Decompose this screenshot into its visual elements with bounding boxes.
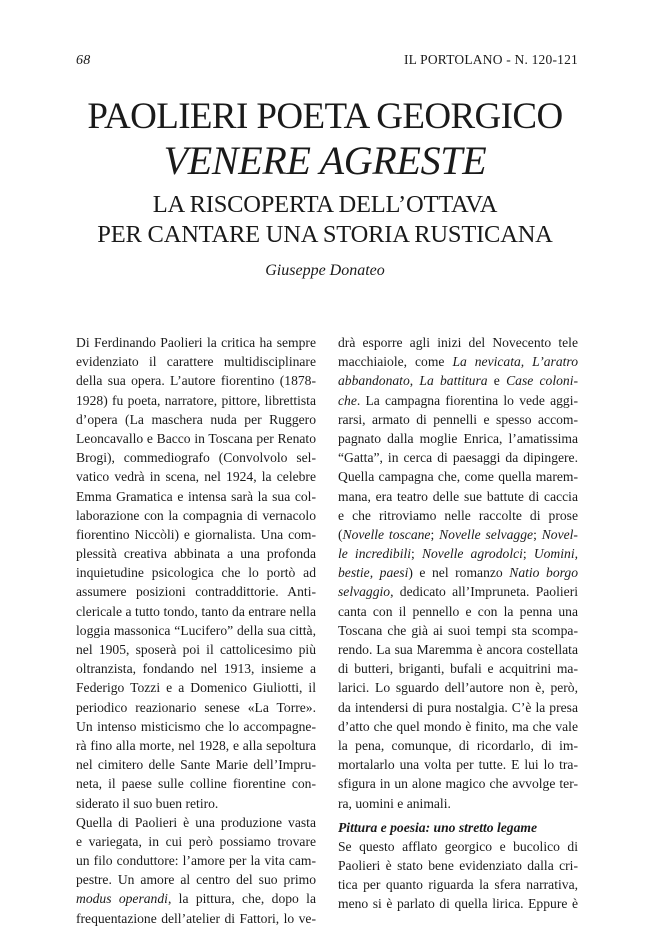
text-line: periodico reazionario senese «La Torre». <box>76 699 316 715</box>
text-line: nel cimitero delle Sante Marie dell’Impru- <box>76 757 316 773</box>
text-line: clericale a tutto tondo, tanto da entrare nella <box>76 603 316 619</box>
text-line: mortalarlo una volta per tutte. E lui lo tra- <box>338 757 578 773</box>
page-number: 68 <box>76 53 91 68</box>
text-line: vatico vedrà in scena, nel 1924, la celebre <box>76 469 316 485</box>
article-title-block <box>40 96 610 280</box>
text-line: pestre. Un amore al centro del suo primo <box>76 872 316 888</box>
text-line: macchiaiole, come La nevicata, L’aratro <box>338 354 578 370</box>
text-line: frequentazione dell’atelier di Fattori, lo ve- <box>76 910 316 926</box>
text-line: le incredibili; Novelle agrodolci; Uomini, <box>338 546 578 562</box>
text-line: che. La campagna fiorentina lo vede aggi- <box>338 392 578 408</box>
running-header <box>76 52 578 69</box>
text-line: oltranzista, fondando nel 1913, insieme a <box>76 661 316 677</box>
text-line: drà esporre agli inizi del Novecento tele <box>338 335 578 350</box>
text-line: selvaggio, dedicato all’Impruneta. Paolieri <box>338 584 578 600</box>
article-kicker: PAOLIERI POETA GEORGICO <box>87 96 563 137</box>
text-line: della sua opera. L’autore fiorentino (1878- <box>76 373 316 389</box>
text-line: Quella di Paolieri è una produzione vasta <box>76 814 316 830</box>
text-line: d’atto che quel mondo è finito, ma che vale <box>338 718 578 734</box>
journal-title: IL PORTOLANO - N. 120-121 <box>403 52 578 67</box>
text-line: e che ritroviamo nelle raccolte di prose <box>338 507 578 523</box>
text-line: la pena, comunque, di ricordarlo, di im- <box>338 737 578 753</box>
section-heading: Pittura e poesia: uno stretto legame <box>338 819 537 835</box>
text-line: loggia massonica “Lucifero” della sua città, <box>76 622 316 638</box>
text-line: e variegata, in cui però possiamo trovare <box>76 833 316 849</box>
text-line: abbandonato, La battitura e Case coloni- <box>338 373 579 389</box>
text-line: meno si è parlato di quella lirica. Eppure è <box>338 896 578 912</box>
text-line: Federigo Tozzi e a Domenico Giuliotti, il <box>76 680 316 696</box>
article-subtitle-line2: PER CANTARE UNA STORIA RUSTICANA <box>97 221 553 248</box>
text-line: inquietudine psicologica che lo portò ad <box>76 565 316 581</box>
text-line: Un intenso misticismo che lo accompagne- <box>76 718 316 734</box>
text-line: da intendersi di pura nostalgia. C’è la presa <box>338 699 578 715</box>
text-line: pagnato dalla moglie Enrica, l’amatissima <box>338 430 578 446</box>
text-line: evidenziato il carattere multidisciplinare <box>76 354 316 370</box>
article-title: VENERE AGRESTE <box>163 138 487 183</box>
text-line: neta, il paese sulle colline fiorentine con- <box>76 776 316 792</box>
left-column <box>76 333 316 928</box>
text-line: un filo conduttore: l’amore per la vita cam- <box>76 853 316 869</box>
text-line: rendo. La sua Maremma è ancora costellata <box>338 642 578 657</box>
text-line: rarsi, armato di pennelli e spesso accom- <box>338 411 578 427</box>
article-subtitle-line1: LA RISCOPERTA DELL’OTTAVA <box>152 191 498 218</box>
text-line: Brogi), commediografo (Convolvolo sel- <box>76 450 316 466</box>
text-line: bestie, paesi) e nel romanzo Natio borgo <box>338 565 578 581</box>
text-line: fiorentino Niccòli) e giornalista. Una com- <box>76 526 316 542</box>
text-line: di butteri, briganti, bufali e acquitrini ma- <box>338 661 578 677</box>
text-line: plessità creativa abbinata a una profonda <box>76 546 316 562</box>
text-line: assumere posizioni contraddittorie. Anti- <box>76 584 316 600</box>
text-line: modus operandi, la pittura, che, dopo la <box>76 891 316 907</box>
text-line: Leoncavallo e Bacco in Toscana per Renato <box>76 430 316 446</box>
article-body <box>76 333 578 928</box>
text-line: larici. Lo sguardo dell’autore non è, però, <box>338 680 578 696</box>
article-author: Giuseppe Donateo <box>265 262 385 279</box>
text-line: “Gatta”, in cerca di paesaggi da dipingere. <box>338 450 578 466</box>
text-line: mana, era teatro delle sue battute di caccia <box>338 488 578 504</box>
text-line: Paolieri è stato bene evidenziato dalla cri- <box>338 858 578 874</box>
right-column <box>338 333 578 928</box>
text-line: (Novelle toscane; Novelle selvagge; Novel- <box>338 526 578 542</box>
text-line: siderato il suo buen retiro. <box>76 795 219 811</box>
text-line: Se questo afflato georgico e bucolico di <box>338 838 578 854</box>
text-line: Emma Gramatica e intensa sarà la sua col- <box>76 488 316 504</box>
text-line: ra, uomini e animali. <box>338 795 451 811</box>
text-line: canta con il pennello e con la penna una <box>338 603 578 619</box>
text-line: rà fino alla morte, nel 1928, e alla sepoltura <box>76 737 316 753</box>
text-line: 1928) fu poeta, narratore, pittore, librettista <box>76 392 316 408</box>
text-line: Di Ferdinando Paolieri la critica ha sempre <box>76 335 316 350</box>
text-line: nel 1905, sposerà poi il cattolicesimo più <box>76 642 316 657</box>
text-line: tica per quanto riguarda la sfera narrativa, <box>338 877 578 893</box>
text-line: Quella campagna che, come quella marem- <box>338 469 578 485</box>
text-line: d’opera (La maschera nuda per Ruggero <box>76 411 316 427</box>
text-line: laborazione con la compagnia di vernacolo <box>76 507 316 523</box>
text-line: Toscana che già ai suoi tempi sta scompa- <box>338 622 578 638</box>
text-line: sfigura in un alone magico che avvolge ter- <box>338 776 578 792</box>
